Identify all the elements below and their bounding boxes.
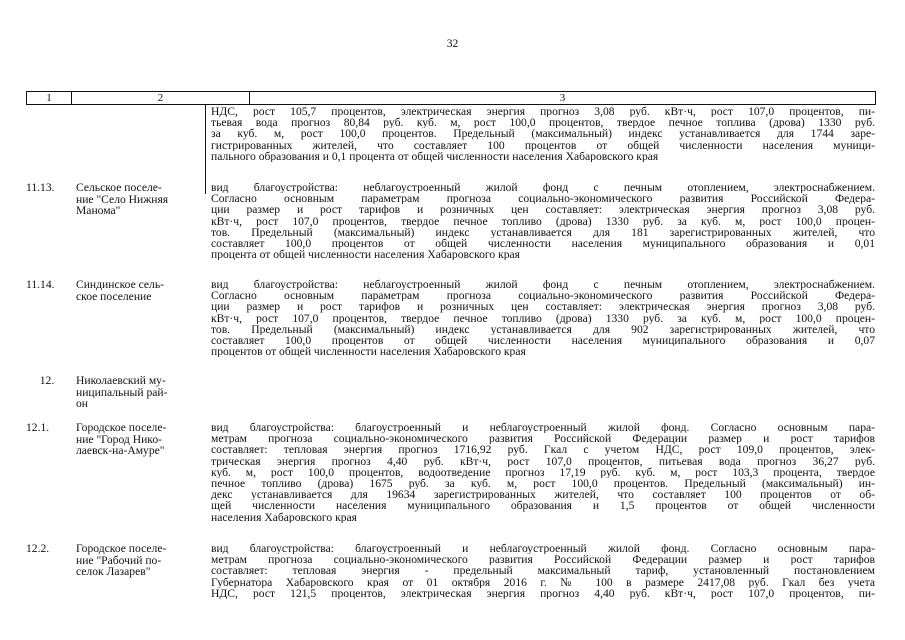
description-line: щей численности населения муниципального образования и 1,5 процентов от общей численности [211,500,875,512]
description-line: метрам прогноза социально-экономического развития Российской Федерации размер и рост тарифов [211,433,875,445]
settlement-name [76,422,204,457]
description-line: составляет 100,0 процентов от общей численности населения муниципального образования и 0,01 [211,237,875,250]
description-line: НДС, рост 121,5 процентов, электрическая энергия прогноз 4,40 руб. кВт·ч, рост 107,0 процентов, пи- [211,587,875,599]
settlement-name [76,279,204,302]
row-number: 11.14. [26,278,55,291]
name-line: он [76,397,89,410]
name-line: лаевск-на-Амуре" [76,444,165,457]
description-line: кВт·ч, рост 107,0 процентов, твердое печное топливо (дрова) 1330 руб. за куб. м, рост 100,0 процен- [211,215,875,227]
district-name [76,375,204,410]
description-line: ции размер и рост тарифов и розничных цен составляет: электрическая энергия прогноз 3,08 руб. [211,204,875,216]
description-line: куб. м, рост 100,0 процентов, водоотведение прогноз 17,19 руб. куб. м, рост 103,3 процента, твердое [211,466,875,478]
description-line: метрам прогноза социально-экономического развития Российской Федерации размер и рост тарифов [211,554,875,566]
name-line: ниципальный рай- [76,385,168,399]
header-col-1: 1 [27,92,72,104]
description-line: составляет 100,0 процентов от общей численности населения муниципального образования и 0,07 [211,334,875,347]
description-line: Согласно основным параметрам прогноза социально-экономического развития Российской Федера- [211,193,875,205]
row-number: 11.13. [26,181,55,194]
description-line: составляет: тепловая энергия прогноз 1716,92 руб. Гкал с учетом НДС, рост 109,0 процентов, элек- [211,444,875,456]
description-line: тов. Предельный (максимальный) индекс устанавливается для 181 зарегистрированных жителей, что [211,226,875,238]
row-number: 12. [39,374,55,387]
name-line: ние "Рабочий по- [76,553,162,567]
header-col-2: 2 [72,92,250,104]
name-line: ние "Город Нико- [76,432,163,446]
table-header [26,91,876,105]
description-line: составляет: тепловая энергия - предельный максимальный тариф, установленный постановлением [211,565,875,577]
header-col-3: 3 [559,92,566,104]
description-line: процента от общей численности населения Хабаровского края [211,249,520,261]
name-line: Городское поселе- [76,421,167,434]
settlement-name [76,182,204,217]
row-description [211,279,875,357]
settlement-name [76,543,204,578]
name-line: селок Лазарев" [76,565,151,578]
description-line: вид благоустройства: неблагоустроенный жилой фонд с печным отоплением, электроснабжением. [211,182,875,194]
description-line: НДС, рост 105,7 процентов, электрическая энергия прогноз 3,08 руб. кВт·ч, рост 107,0 процентов, пи- [211,106,875,118]
description-line: гистрированных жителей, что составляет 100 процентов от общей численности населения муници- [211,139,875,151]
column-divider [205,104,206,194]
name-line: ское поселение [76,289,152,303]
name-line: Городское поселе- [76,542,167,555]
continuation-description [211,106,875,162]
description-line: декс устанавливается для 19634 зарегистрированных жителей, что составляет 100 процентов от об- [211,489,875,501]
description-line: пального образования и 0,1 процента от общей численности населения Хабаровского края [211,150,659,162]
description-line: вид благоустройства: благоустроенный и неблагоустроенный жилой фонд. Согласно основным пара- [211,543,875,555]
description-line: тьевая вода прогноз 80,84 руб. куб. м, рост 100,0 процентов, твердое печное топлива (дрова) 1330 руб. [211,117,875,129]
row-description [211,182,875,260]
description-line: процентов от общей численности населения Хабаровского края [211,346,526,358]
description-line: трическая энергия прогноз 4,40 руб. кВт·ч, рост 107,0 процентов, питьевая вода прогноз 36,27 руб. [211,455,875,467]
description-line: ции размер и рост тарифов и розничных цен составляет: электрическая энергия прогноз 3,08 руб. [211,301,875,313]
row-description [211,543,875,599]
description-line: вид благоустройства: неблагоустроенный жилой фонд с печным отоплением, электроснабжением. [211,279,875,291]
description-line: за куб. м, рост 100,0 процентов. Предельный (максимальный) индекс устанавливается для 1744 заре- [211,128,875,140]
description-line: кВт·ч, рост 107,0 процентов, твердое печное топливо (дрова) 1330 руб. за куб. м, рост 100,0 процен- [211,312,875,324]
description-line: Согласно основным параметрам прогноза социально-экономического развития Российской Федера- [211,290,875,302]
description-line: Губернатора Хабаровского края от 01 октября 2016 г. № 100 в размере 2417,08 руб. Гкал без учета [211,576,875,588]
description-line: населения Хабаровского края [211,511,357,523]
name-line: Манома" [76,204,121,217]
row-number: 12.2. [26,542,50,555]
name-line: Сельское поселе- [76,181,162,194]
name-line: ние "Село Нижняя [76,192,169,206]
name-line: Николаевский му- [76,374,166,387]
row-description [211,422,875,523]
name-line: Синдинское сель- [76,278,164,291]
page-number: 32 [446,38,459,50]
row-number: 12.1. [26,421,50,434]
description-line: вид благоустройства: благоустроенный и неблагоустроенный жилой фонд. Согласно основным пара- [211,422,875,434]
description-line: печное топливо (дрова) 1675 руб. за куб. м, рост 100,0 процентов. Предельный (максимальный) ин- [211,477,875,490]
description-line: тов. Предельный (максимальный) индекс устанавливается для 902 зарегистрированных жителей, что [211,323,875,335]
